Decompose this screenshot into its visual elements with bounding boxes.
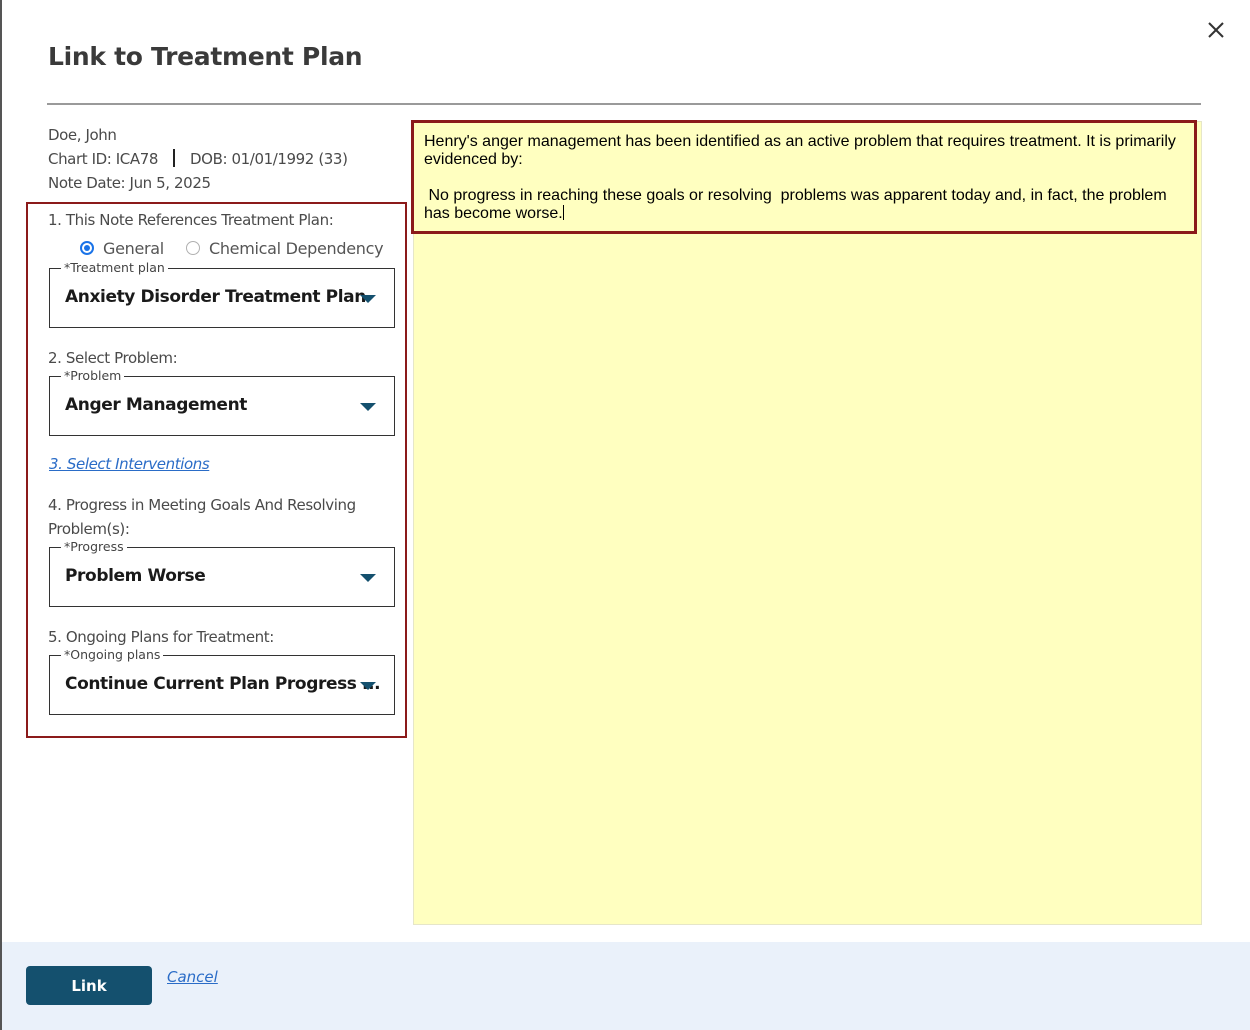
radio-general-label: General [103,238,164,258]
progress-legend: *Progress [61,539,127,555]
section5-label: 5. Ongoing Plans for Treatment: [48,628,274,646]
chevron-down-icon[interactable] [360,295,376,303]
note-date: Note Date: Jun 5, 2025 [48,174,211,192]
progress-value: Problem Worse [65,566,206,586]
treatment-plan-legend: *Treatment plan [61,260,168,276]
problem-value: Anger Management [65,395,247,415]
radio-chemical-dependency-indicator[interactable] [186,241,200,255]
chart-id: Chart ID: ICA78 [48,150,159,168]
problem-legend: *Problem [61,368,124,384]
chevron-down-icon[interactable] [360,574,376,582]
chevron-down-icon[interactable] [360,682,376,690]
title-divider [47,103,1201,105]
note-paragraph-2 [424,187,1184,223]
close-icon[interactable] [1204,18,1228,42]
dialog-title: Link to Treatment Plan [48,42,363,71]
note-paragraph-1: Henry's anger management has been identified as an active problem that requires treatment. It is primarily evidenced by: [424,133,1181,168]
problem-select[interactable] [49,368,395,436]
radio-chemical-dependency-label: Chemical Dependency [208,238,384,258]
patient-ids [48,147,348,171]
treatment-plan-value: Anxiety Disorder Treatment Plan [65,287,366,307]
radio-general[interactable] [80,239,164,258]
note-paragraph-2-text: No progress in reaching these goals or resolving problems was apparent today and, in fact, the problem has become worse. [424,187,1172,222]
dob: DOB: 01/01/1992 (33) [190,150,348,168]
select-interventions-link[interactable]: 3. Select Interventions [49,455,210,473]
generated-note-text[interactable] [411,120,1197,234]
cancel-link[interactable]: Cancel [167,968,218,986]
separator [173,149,175,167]
section4-label [48,493,356,541]
section1-label: 1. This Note References Treatment Plan: [48,211,334,229]
chevron-down-icon[interactable] [360,403,376,411]
dialog-footer [2,942,1250,1030]
treatment-plan-select[interactable] [49,260,395,328]
radio-chemical-dependency[interactable] [186,239,383,258]
section2-label: 2. Select Problem: [48,349,178,367]
link-button[interactable]: Link [26,966,152,1005]
ongoing-plans-select[interactable] [49,647,395,715]
section4-label-line1: 4. Progress in Meeting Goals And Resolving [48,496,356,514]
section4-label-line2: Problem(s): [48,520,130,538]
progress-select[interactable] [49,539,395,607]
ongoing-plans-value: Continue Current Plan Progress ... [65,674,381,694]
radio-general-indicator[interactable] [80,241,94,255]
ongoing-plans-legend: *Ongoing plans [61,647,163,663]
patient-info [48,123,348,195]
note-text-area[interactable] [413,121,1202,925]
plan-type-radio-group [80,237,383,259]
text-cursor [563,205,564,220]
patient-name: Doe, John [48,126,117,144]
